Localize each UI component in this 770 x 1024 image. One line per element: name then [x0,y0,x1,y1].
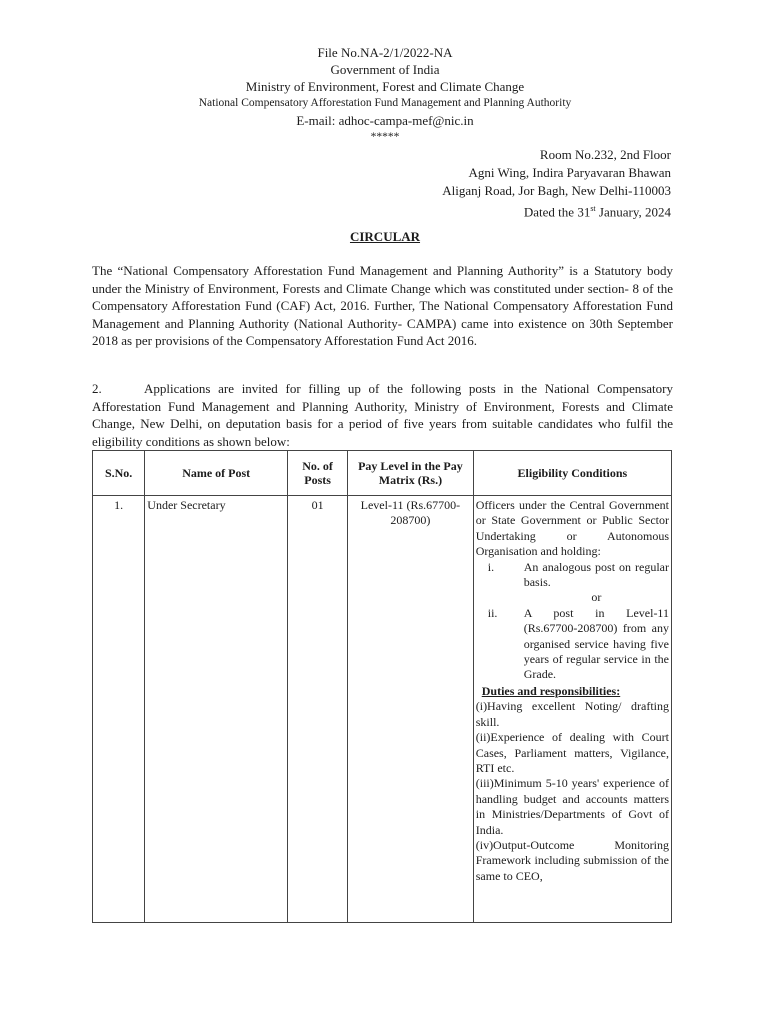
address-line-3: Aliganj Road, Jor Bagh, New Delhi-110003 [442,183,671,198]
eligibility-list [476,560,669,683]
header-eligibility: Eligibility Conditions [473,451,671,496]
eligibility-item [476,560,669,591]
table-row [93,496,672,923]
cell-pay-level: Level-11 (Rs.67700-208700) [348,496,474,923]
duties-title: Duties and responsibilities: [481,683,621,698]
item-number: ii. [487,605,498,620]
item-text: An analogous post on regular basis. [523,559,669,590]
paragraph-number: 2. [92,381,102,396]
address-line-2: Agni Wing, Indira Paryavaran Bhawan [468,165,671,180]
applications-text: Applications are invited for filling up of the following posts in the National Compensatory Afforestation Fund Management and Planning Authority, Ministry of Environment, Forests and Climate Change, New Delhi, on deputation basis for a period of five years from suitable candidates who fulfil the eligibility conditions as shown below: [92,381,673,449]
duty-item: (iv)Output-Outcome Monitoring Framework including submission of the same to CEO, [475,837,669,883]
address-line-1: Room No.232, 2nd Floor [539,147,671,162]
posts-table [92,450,672,923]
header-no-of-posts: No. of Posts [288,451,348,496]
table-header-row [93,451,672,496]
duty-item: (i)Having excellent Noting/ drafting skill. [475,699,669,729]
cell-post-name: Under Secretary [145,496,288,923]
header-separator: ***** [370,131,400,143]
ministry-name: Ministry of Environment, Forest and Climate Change [245,79,525,94]
cell-no-of-posts: 01 [288,496,348,923]
date-prefix: Dated the 31 [523,204,591,220]
date-line [442,200,671,221]
eligibility-item [476,606,669,683]
authority-name: National Compensatory Afforestation Fund Management and Planning Authority [198,97,572,109]
email-line: E-mail: adhoc-campa-mef@nic.in [296,113,474,128]
applications-paragraph [92,380,673,450]
intro-paragraph: The “National Compensatory Afforestation Fund Management and Planning Authority” is a Statutory body under the Ministry of Environment, Forests and Climate Change which was constituted under section- 8 of the Compensatory Afforestation Fund (CAF) Act, 2016. Further, The National Compensatory Afforestation Fund Management and Planning Authority (National Authority- CAMPA) came into existence on 30th September 2018 as per provisions of the Compensatory Afforestation Fund Act 2016. [92,263,673,349]
letterhead [0,44,770,146]
header-name-of-post: Name of Post [145,451,288,496]
office-address [442,146,671,221]
header-sno: S.No. [93,451,145,496]
date-suffix: January, 2024 [595,204,671,220]
duty-item: (iii)Minimum 5-10 years' experience of handling budget and accounts matters in Ministries/Departments of Govt of India. [475,776,669,837]
item-text: A post in Level-11 (Rs.67700-208700) from any organised service having five years of regular service in the Grade. [523,605,669,682]
cell-sno: 1. [93,496,145,923]
item-number: i. [487,559,495,574]
file-number: File No.NA-2/1/2022-NA [317,45,453,60]
eligibility-intro: Officers under the Central Government or State Government or Public Sector Undertaking or Autonomous Organisation and holding: [475,498,669,559]
government-name: Government of India [330,62,440,77]
cell-eligibility [473,496,671,923]
header-pay-level: Pay Level in the Pay Matrix (Rs.) [348,451,474,496]
date-ordinal: st [590,204,596,213]
or-separator: or [591,590,602,605]
duty-item: (ii)Experience of dealing with Court Cases, Parliament matters, Vigilance, RTI etc. [475,730,669,775]
circular-title: CIRCULAR [349,229,421,244]
